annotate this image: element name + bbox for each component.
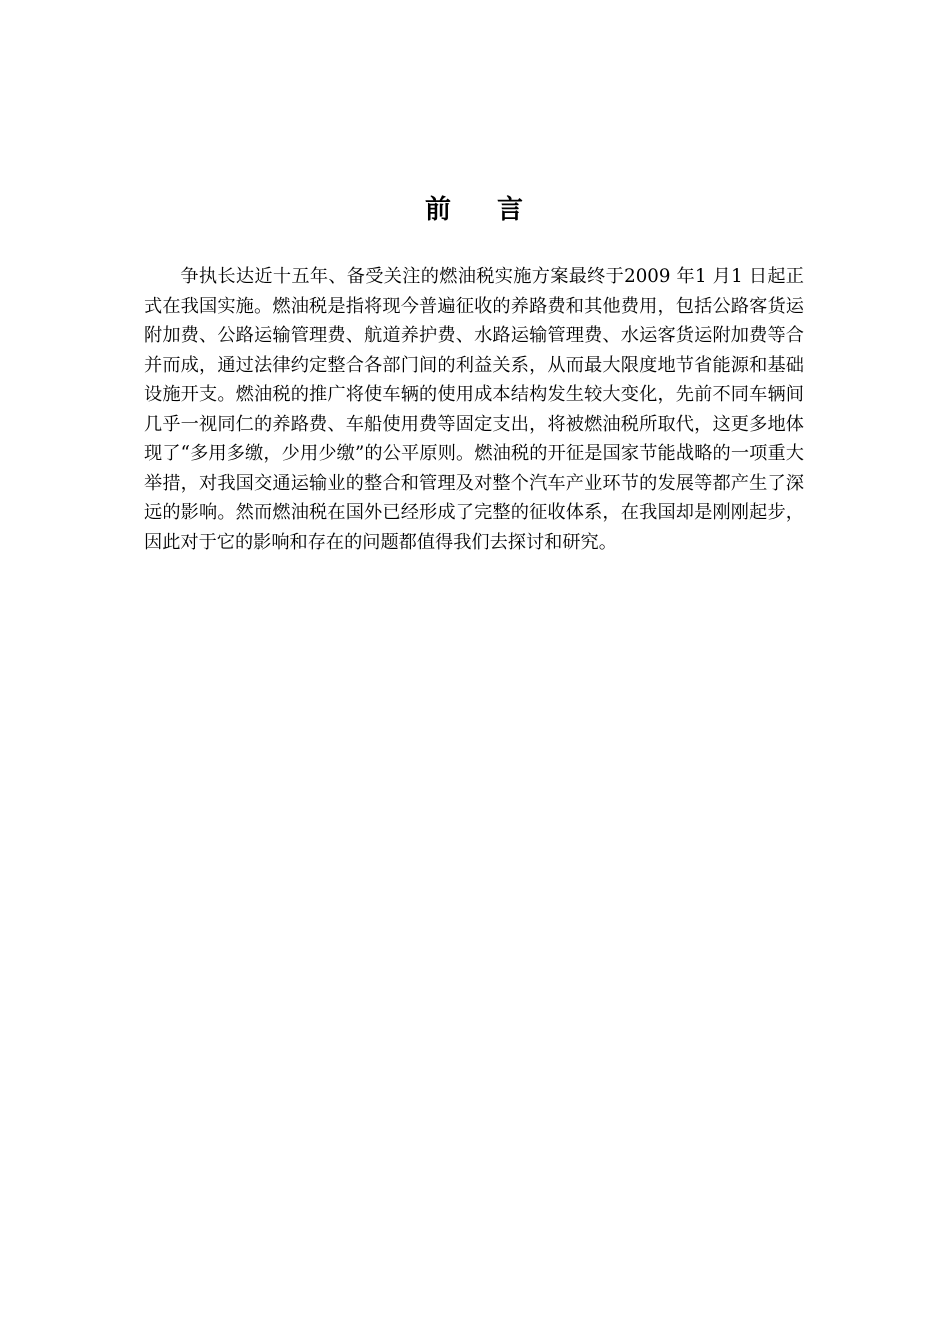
page-title (0, 193, 950, 227)
title-char-1: 前 (424, 195, 453, 225)
preface-paragraph: 争执长达近十五年、备受关注的燃油税实施方案最终于2009 年1 月1 日起正式在我国实施。燃油税是指将现今普遍征收的养路费和其他费用，包括公路客货运附加费、公路运输管理费、航道养护费、水路运输管理费、水运客货运附加费等合并而成，通过法律约定整合各部门间的利益关系，从而最大限度地节省能源和基础设施开支。燃油税的推广将使车辆的使用成本结构发生较大变化，先前不同车辆间几乎一视同仁的养路费、车船使用费等固定支出，将被燃油税所取代，这更多地体现了“多用多缴，少用少缴”的公平原则。燃油税的开征是国家节能战略的一项重大举措，对我国交通运输业的整合和管理及对整个汽车产业环节的发展等都产生了深远的影响。然而燃油税在国外已经形成了完整的征收体系，在我国却是刚刚起步，因此对于它的影响和存在的问题都值得我们去探讨和研究。 (144, 266, 804, 553)
title-char-2: 言 (497, 195, 526, 225)
